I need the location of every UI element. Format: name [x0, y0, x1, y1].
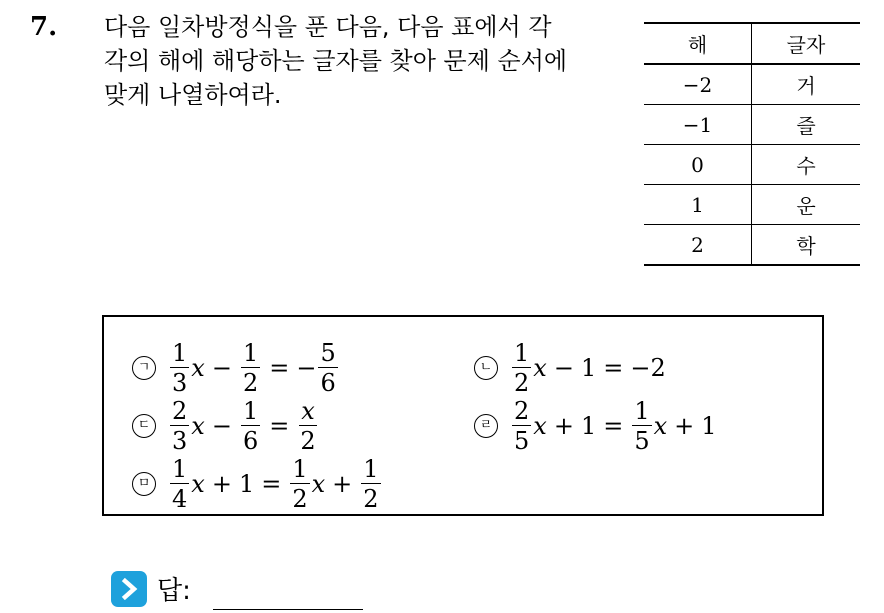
table-row [644, 105, 860, 145]
table-header-row [644, 23, 860, 64]
fraction [632, 399, 651, 453]
marker-circle-icon: ㅁ [132, 472, 156, 496]
equation-box [102, 315, 824, 516]
denominator: 3 [172, 427, 188, 455]
letter-cell: 즐 [752, 105, 861, 145]
denominator: 2 [242, 369, 259, 397]
right-hand-side: −2 [630, 354, 666, 382]
operator: + [211, 470, 232, 498]
letter-cell: 수 [752, 145, 861, 185]
solution-cell: −1 [644, 105, 752, 145]
denominator: 4 [172, 485, 188, 513]
fraction [318, 341, 337, 395]
fraction [170, 399, 189, 453]
answer-label: 답: [157, 576, 191, 606]
negative-sign: − [296, 354, 317, 382]
fraction [170, 457, 189, 511]
operator: − [211, 354, 232, 382]
constant: 1 [238, 470, 255, 498]
chevron-right-icon [111, 571, 147, 607]
denominator: 5 [514, 427, 530, 455]
letter-cell: 학 [752, 225, 861, 266]
answer-blank[interactable] [213, 609, 363, 610]
table-row [644, 145, 860, 185]
marker-circle-icon: ㄱ [132, 356, 156, 380]
marker-circle-icon: ㄷ [132, 414, 156, 438]
table-row [644, 64, 860, 105]
variable: x [191, 354, 205, 382]
numerator: 1 [242, 397, 259, 425]
numerator: 1 [172, 339, 188, 367]
numerator: 1 [634, 397, 650, 425]
equation-e [132, 457, 383, 511]
fraction [241, 341, 260, 395]
header-solution: 해 [644, 23, 752, 64]
numerator: 1 [242, 339, 259, 367]
denominator: 2 [514, 369, 530, 397]
question-number: 7. [30, 12, 58, 42]
equation-c [132, 399, 320, 453]
constant: 1 [701, 412, 717, 440]
header-letter: 글자 [752, 23, 861, 64]
fraction [298, 399, 317, 453]
operator: − [211, 412, 232, 440]
numerator: x [301, 397, 315, 425]
equals-sign: = [261, 470, 282, 498]
letter-cell: 운 [752, 185, 861, 225]
denominator: 5 [634, 427, 650, 455]
answer-section [111, 570, 191, 607]
table-row [644, 225, 860, 266]
question-prompt [104, 10, 624, 112]
equals-sign: = [269, 412, 290, 440]
fraction [361, 457, 380, 511]
letter-cell: 거 [752, 64, 861, 105]
marker-circle-icon: ㄴ [474, 356, 498, 380]
numerator: 1 [172, 455, 188, 483]
prompt-line: 각의 해에 해당하는 글자를 찾아 문제 순서에 [104, 47, 568, 75]
variable: x [653, 412, 668, 440]
fraction [512, 399, 531, 453]
denominator: 6 [320, 369, 336, 397]
operator: − [553, 354, 574, 382]
operator: + [674, 412, 695, 440]
variable: x [533, 412, 547, 440]
variable: x [311, 470, 326, 498]
variable: x [191, 470, 205, 498]
variable: x [533, 354, 547, 382]
equals-sign: = [269, 354, 290, 382]
table-row [644, 185, 860, 225]
equals-sign: = [603, 354, 624, 382]
fraction [170, 341, 189, 395]
denominator: 3 [172, 369, 188, 397]
marker-circle-icon: ㄹ [474, 414, 498, 438]
numerator: 1 [514, 339, 530, 367]
numerator: 1 [363, 455, 379, 483]
constant: 1 [580, 354, 597, 382]
constant: 1 [580, 412, 597, 440]
equation-d [474, 399, 717, 453]
solution-cell: 1 [644, 185, 752, 225]
solution-letter-table [644, 22, 860, 266]
numerator: 2 [514, 397, 530, 425]
operator: + [553, 412, 574, 440]
numerator: 2 [172, 397, 188, 425]
fraction [290, 457, 309, 511]
operator: + [332, 470, 353, 498]
solution-cell: 2 [644, 225, 752, 266]
equals-sign: = [603, 412, 624, 440]
numerator: 5 [320, 339, 336, 367]
solution-cell: 0 [644, 145, 752, 185]
prompt-line: 다음 일차방정식을 푼 다음, 다음 표에서 각 [104, 13, 552, 41]
prompt-line: 맞게 나열하여라. [104, 81, 282, 109]
denominator: 2 [292, 485, 308, 513]
equation-b [474, 341, 666, 395]
numerator: 1 [292, 455, 308, 483]
variable: x [191, 412, 205, 440]
denominator: 6 [242, 427, 259, 455]
fraction [512, 341, 531, 395]
equation-a [132, 341, 340, 395]
denominator: 2 [363, 485, 379, 513]
denominator: 2 [300, 427, 316, 455]
fraction [241, 399, 260, 453]
solution-cell: −2 [644, 64, 752, 105]
